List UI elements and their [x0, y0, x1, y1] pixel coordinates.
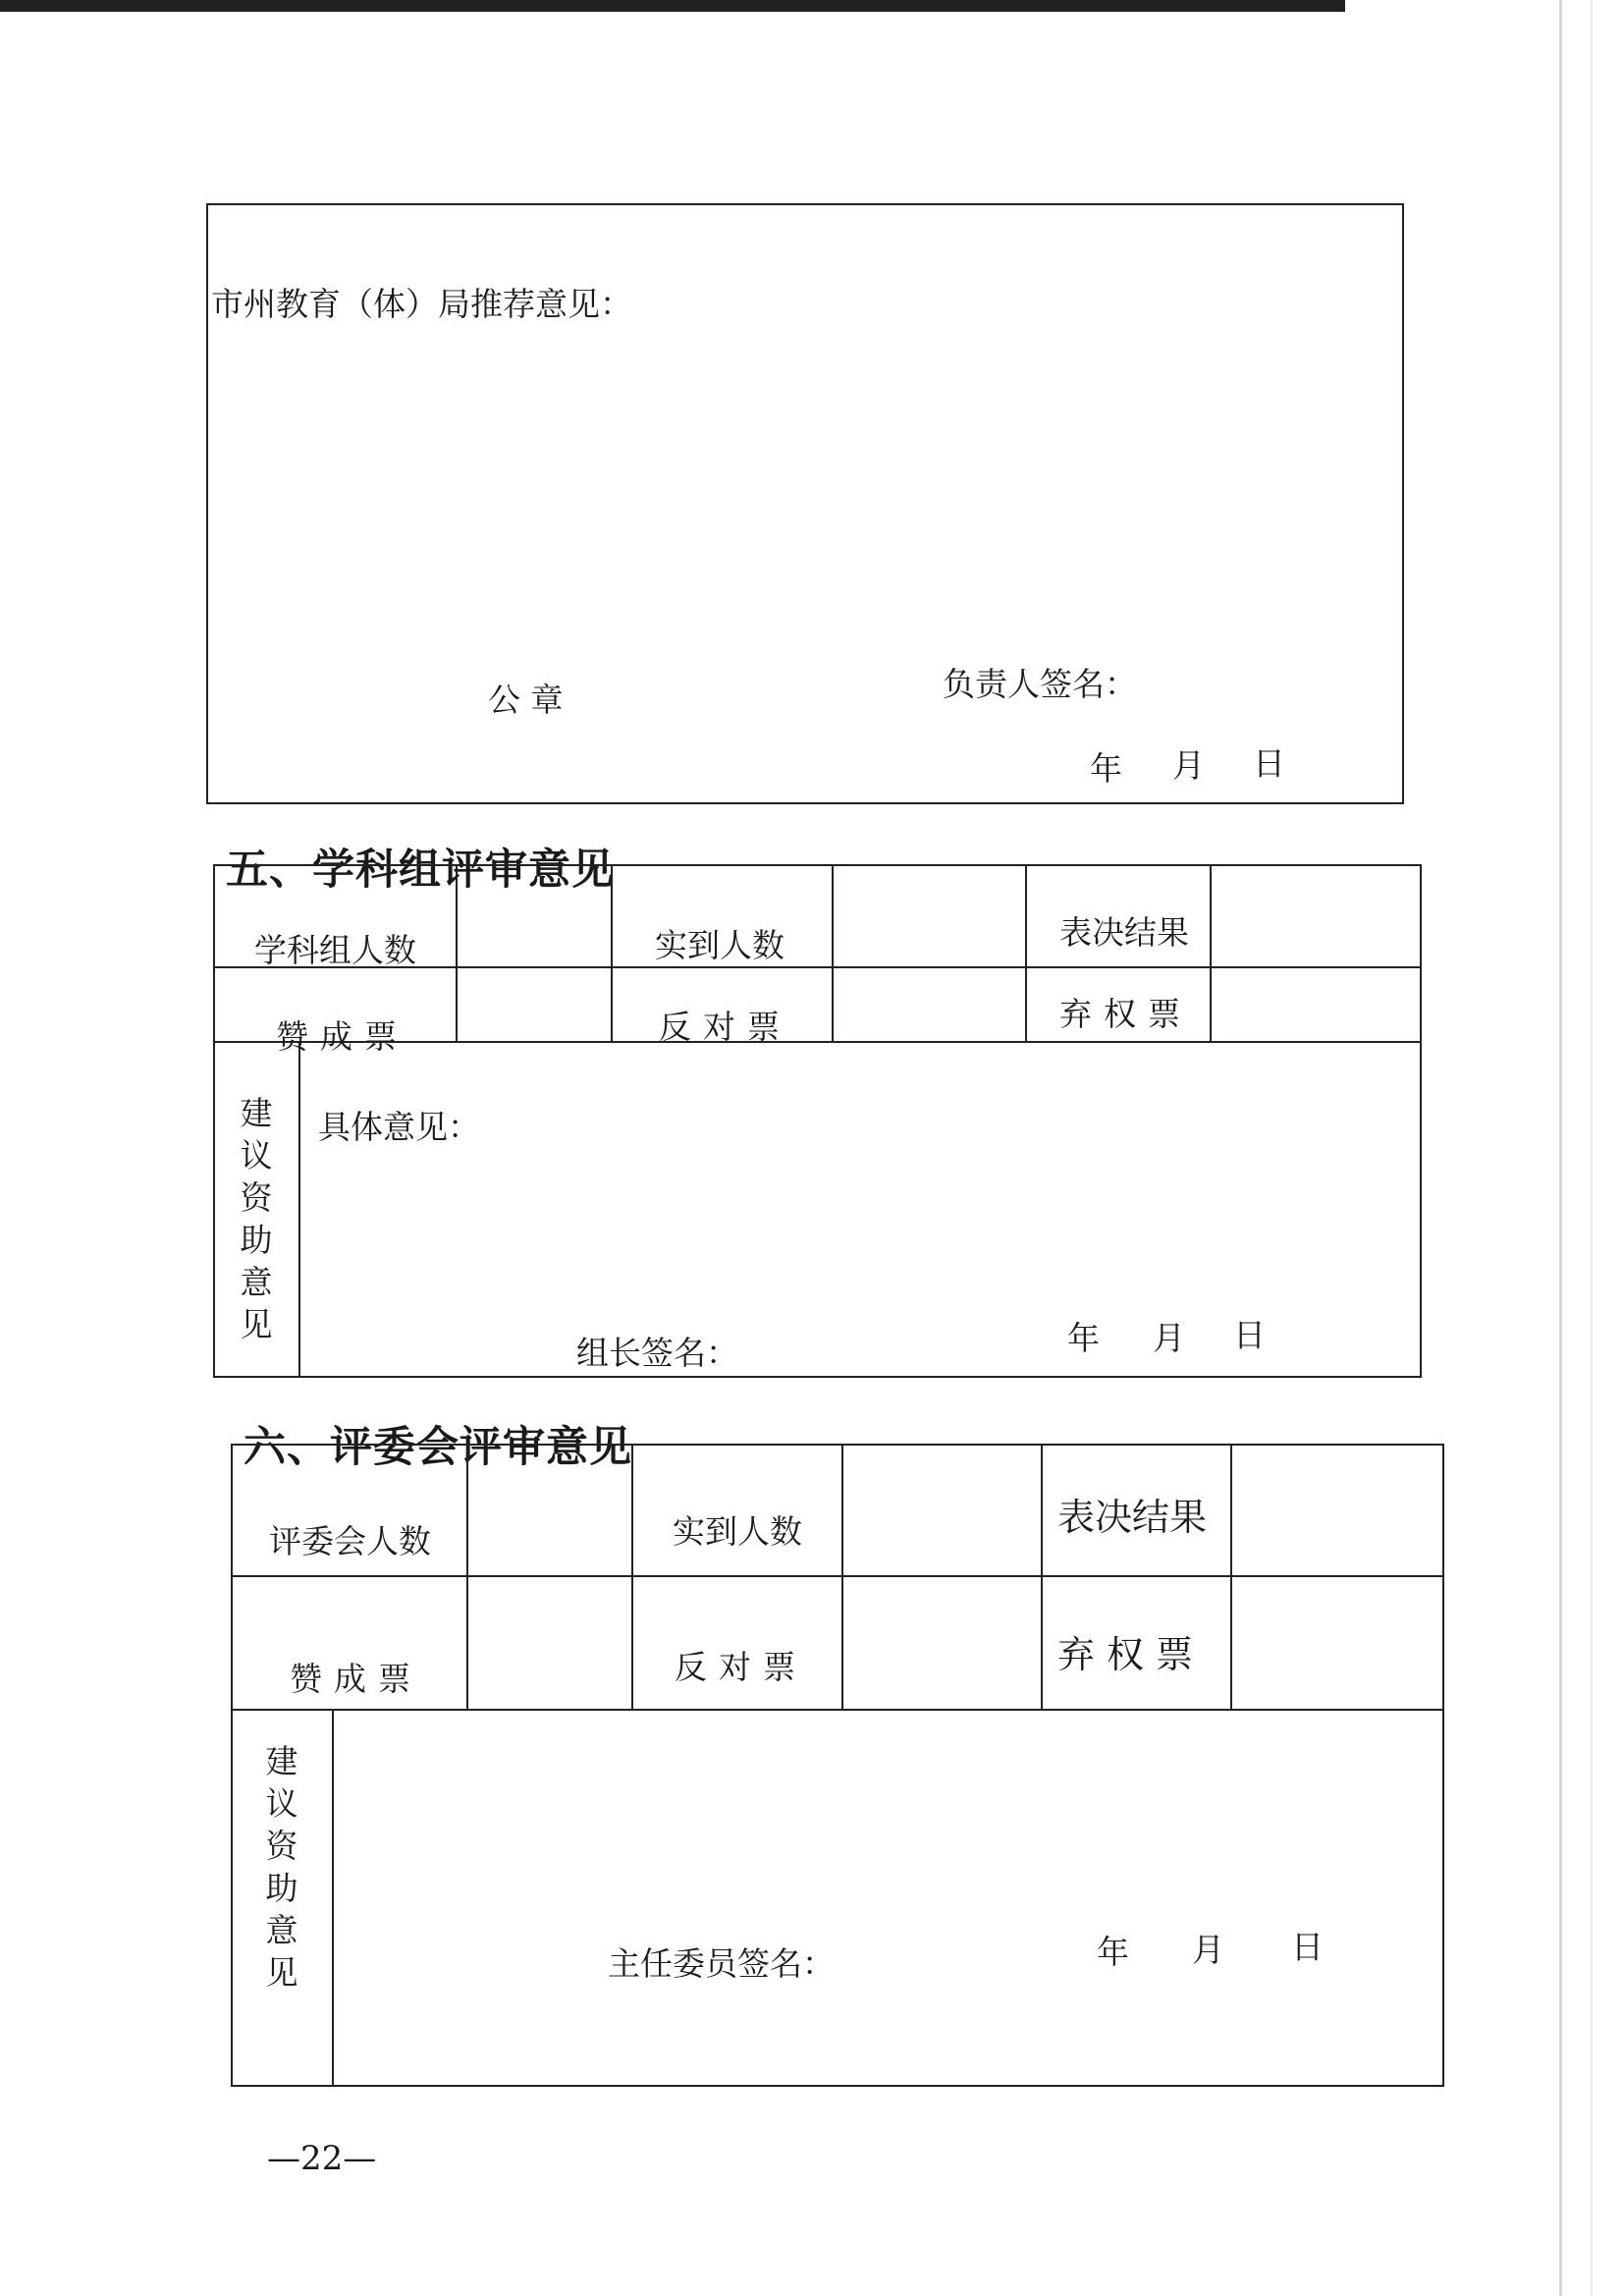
s6-col-divider-3 — [841, 1446, 843, 1709]
recommendation-title: 市州教育（体）局推荐意见： — [211, 285, 632, 323]
s6-side-label-text: 建 议 资 助 意 见 — [265, 1742, 298, 1992]
s6-abstain-label: 弃权票 — [1057, 1633, 1206, 1676]
section6-table — [231, 1444, 1444, 2087]
section5-heading: 五、学科组评审意见 — [226, 846, 615, 895]
date-month: 月 — [1172, 746, 1205, 785]
s5-votes-for-label: 赞成票 — [276, 1017, 408, 1056]
responsible-signature-label: 负责人签名： — [943, 665, 1137, 703]
s6-col-divider-1 — [466, 1446, 468, 1709]
s5-leader-signature-label: 组长签名： — [576, 1334, 738, 1372]
s5-votes-against-label: 反对票 — [659, 1008, 791, 1046]
page-number: —22— — [267, 2139, 377, 2178]
s6-col-divider-5 — [1230, 1446, 1232, 1709]
s6-vote-result-label: 表决结果 — [1057, 1496, 1208, 1539]
s5-side-label-text: 建 议 资 助 意 见 — [240, 1094, 273, 1343]
s6-votes-for-label: 赞成票 — [290, 1660, 422, 1698]
s5-abstain-label: 弃权票 — [1059, 995, 1192, 1033]
s6-row-divider-2 — [233, 1709, 1442, 1711]
s5-col-divider-5 — [1210, 866, 1212, 1041]
s5-date-day: 日 — [1233, 1316, 1266, 1354]
scan-edge-right-2 — [1591, 0, 1593, 2296]
s6-col-divider-4 — [1041, 1446, 1043, 1709]
s6-date-day: 日 — [1291, 1928, 1324, 1966]
s6-chair-signature-label: 主任委员签名： — [608, 1944, 835, 1983]
s6-side-divider — [332, 1709, 334, 2085]
section5-table — [213, 864, 1422, 1378]
s6-side-label — [262, 1740, 301, 1994]
s6-present-count-label: 实到人数 — [673, 1512, 802, 1551]
scan-edge-top — [0, 0, 1345, 12]
scan-edge-right — [1559, 0, 1562, 2296]
recommendation-box — [206, 203, 1404, 804]
s5-present-count-label: 实到人数 — [655, 926, 784, 964]
s6-row-divider-1 — [233, 1575, 1442, 1577]
s5-side-divider — [298, 1041, 300, 1376]
s5-col-divider-2 — [611, 866, 613, 1041]
s6-votes-against-label: 反对票 — [675, 1648, 807, 1686]
date-year: 年 — [1090, 749, 1122, 788]
s5-col-divider-3 — [832, 866, 834, 1041]
seal-label: 公 章 — [488, 681, 564, 719]
s6-date-month: 月 — [1192, 1931, 1224, 1969]
date-day: 日 — [1253, 744, 1285, 783]
s5-date-year: 年 — [1067, 1319, 1100, 1357]
s6-date-year: 年 — [1097, 1933, 1129, 1971]
s5-member-count-label: 学科组人数 — [254, 931, 416, 969]
s6-member-count-label: 评委会人数 — [269, 1522, 431, 1560]
s5-opinion-label: 具体意见： — [318, 1108, 480, 1146]
section6-heading: 六、评委会评审意见 — [243, 1423, 632, 1472]
s5-date-month: 月 — [1153, 1319, 1185, 1357]
s5-vote-result-label: 表决结果 — [1059, 913, 1189, 952]
s5-col-divider-1 — [456, 866, 458, 1041]
s5-side-label — [237, 1092, 276, 1345]
s6-col-divider-2 — [631, 1446, 633, 1709]
s5-col-divider-4 — [1025, 866, 1027, 1041]
